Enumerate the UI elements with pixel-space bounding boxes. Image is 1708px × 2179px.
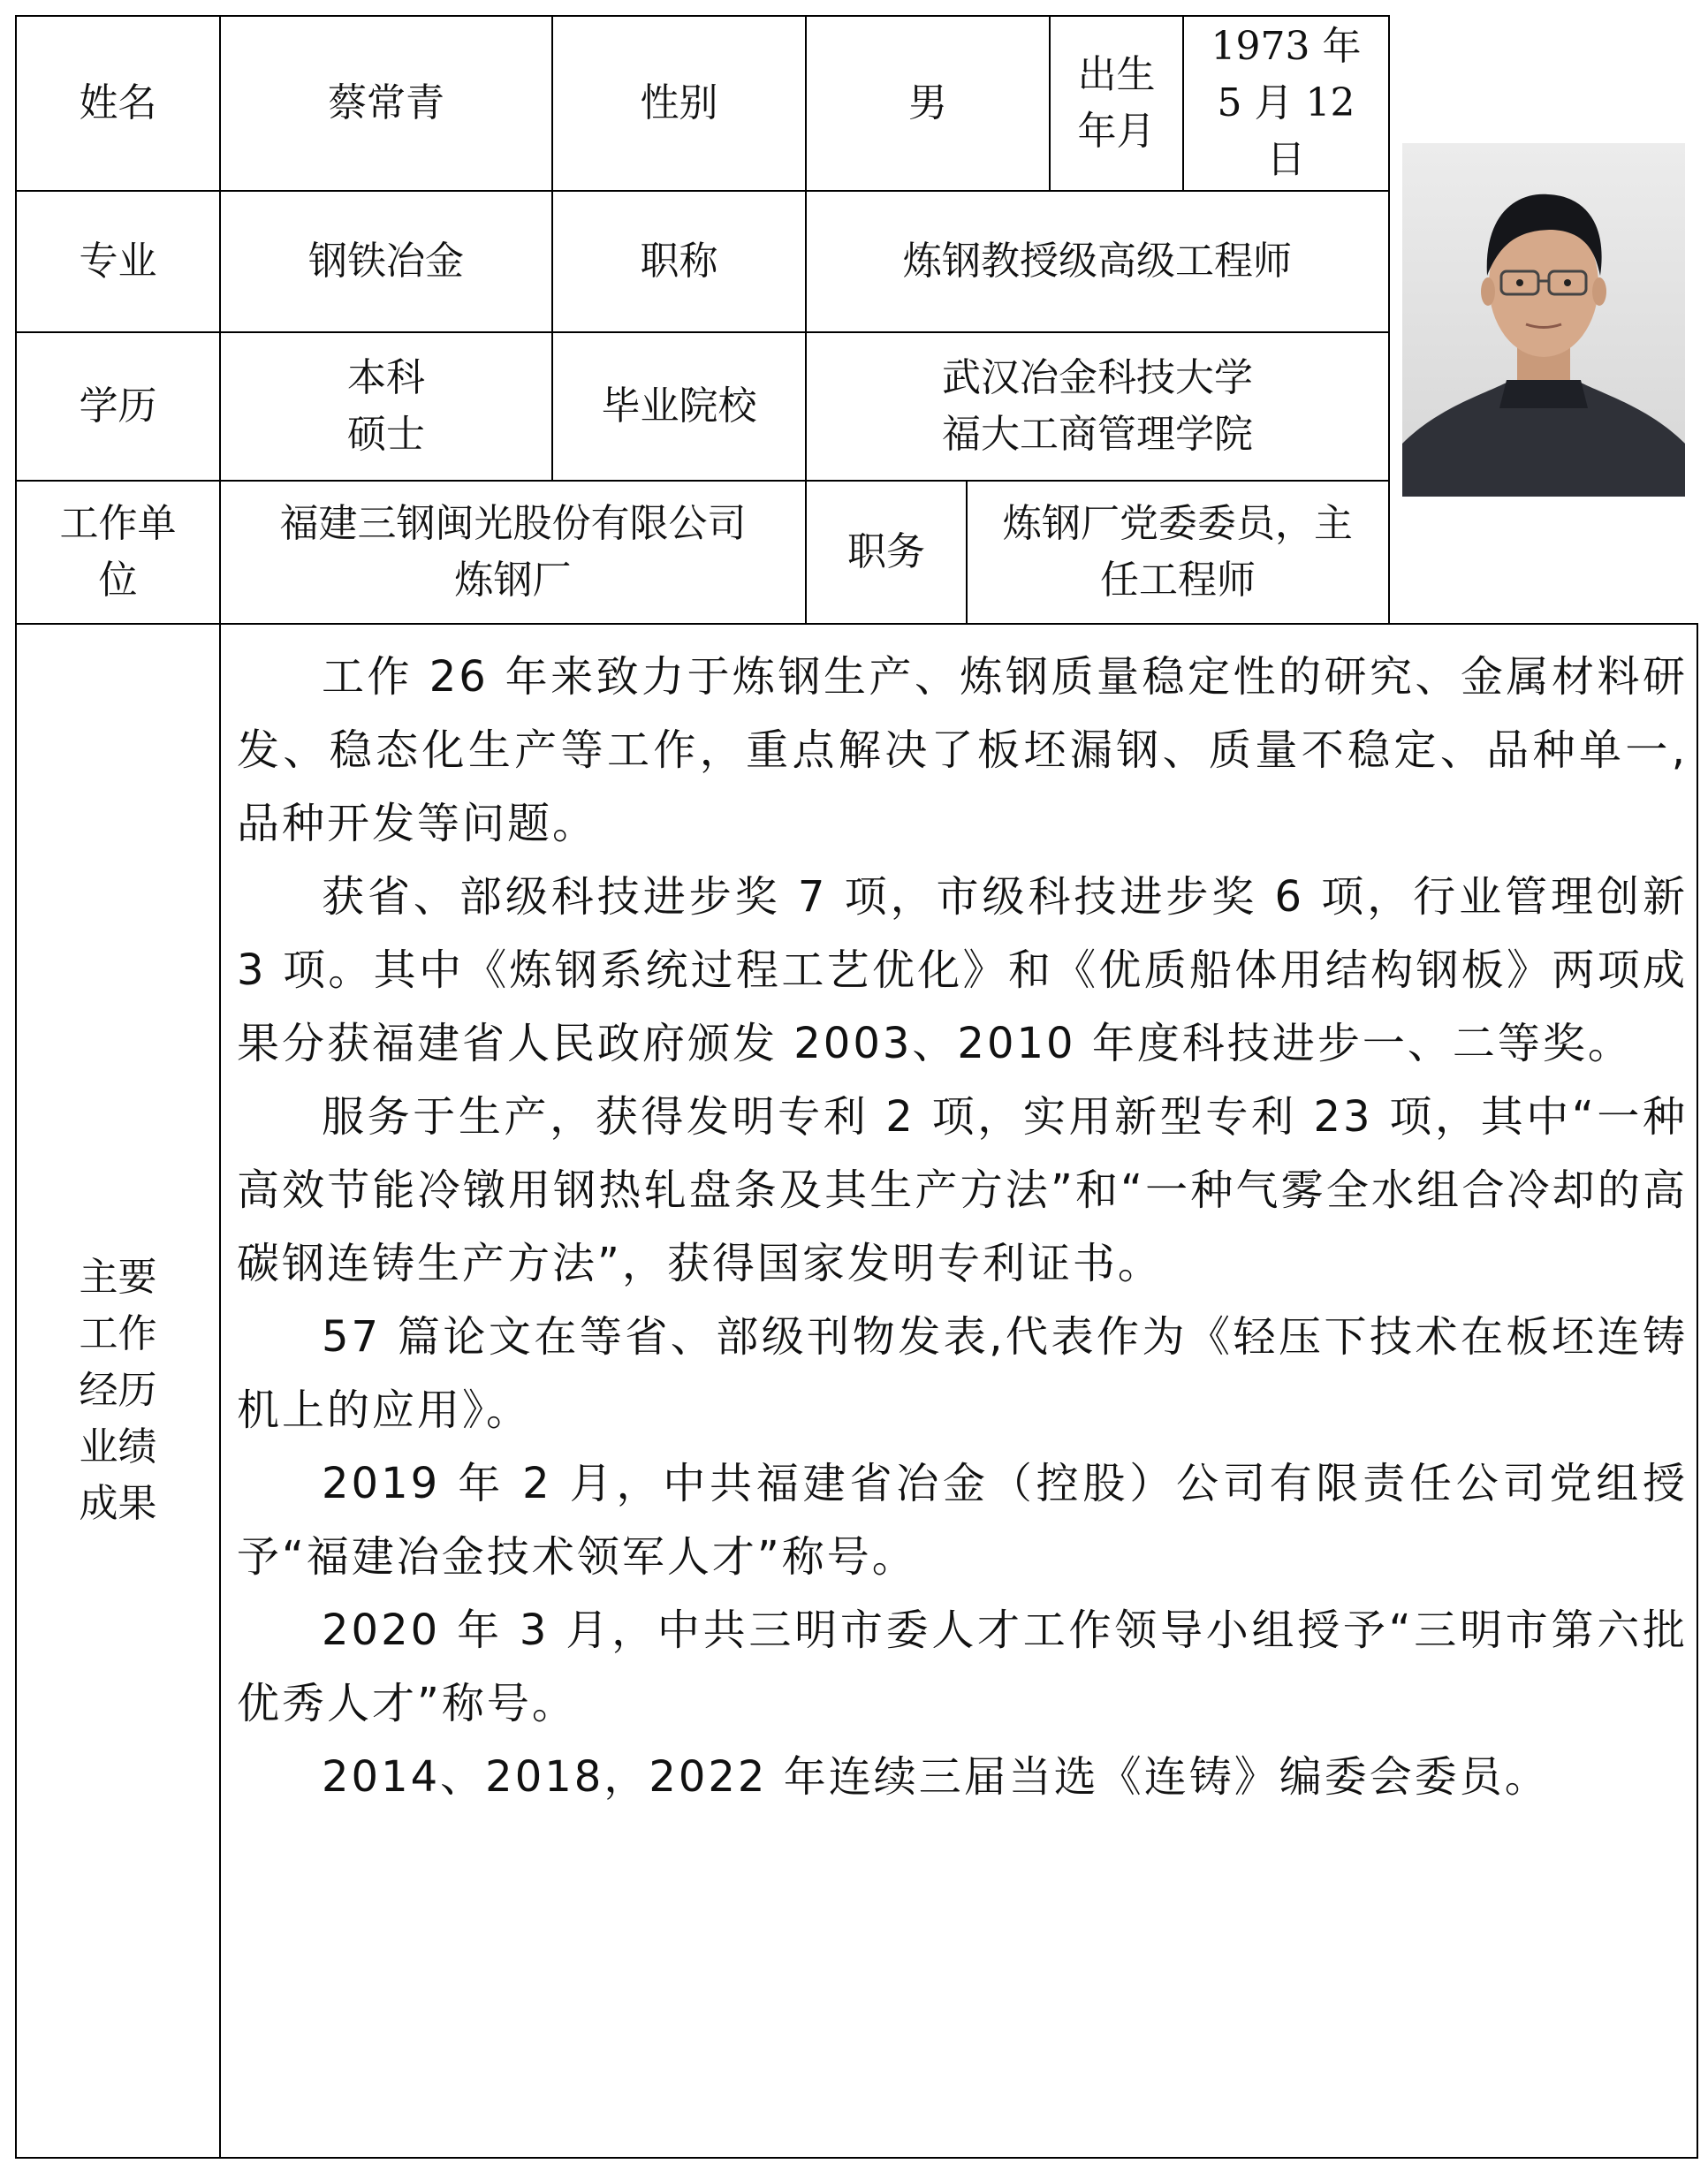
achievement-paragraph: 服务于生产，获得发明专利 2 项，实用新型专利 23 项，其中“一种高效节能冷镦用钢热轧盘条及其生产方法”和“一种气雾全水组合冷却的高碳钢连铸生产方法”，获得国家发明专利证书。	[237, 1092, 1688, 1288]
value-employer: 福建三钢闽光股份有限公司 炼钢厂	[220, 481, 806, 624]
portrait-photo	[1402, 143, 1685, 497]
achievement-paragraph: 2020 年 3 月，中共三明市委人才工作领导小组授予“三明市第六批优秀人才”称号。	[237, 1606, 1688, 1728]
resume-table	[15, 15, 1698, 2159]
resume-form	[15, 15, 1697, 2160]
label-employer: 工作单 位	[16, 481, 220, 624]
achievement-paragraph: 获省、部级科技进步奖 7 项，市级科技进步奖 6 项，行业管理创新 3 项。其中《炼钢系统过程工艺优化》和《优质船体用结构钢板》两项成果分获福建省人民政府颁发 2003、2010 年度科技进步一、二等奖。	[237, 872, 1688, 1068]
achievement-paragraph: 2014、2018，2022 年连续三届当选《连铸》编委会委员。	[322, 1752, 1550, 1802]
photo-cell	[1389, 16, 1697, 624]
value-name: 蔡常青	[220, 16, 552, 191]
value-gender: 男	[806, 16, 1050, 191]
label-name: 姓名	[16, 16, 220, 191]
value-major: 钢铁冶金	[220, 191, 552, 332]
value-birth: 1973 年 5 月 12 日	[1183, 16, 1389, 191]
label-school: 毕业院校	[552, 332, 806, 481]
achievements-content	[220, 624, 1697, 2158]
label-education: 学历	[16, 332, 220, 481]
label-position: 职务	[806, 481, 967, 624]
label-title: 职称	[552, 191, 806, 332]
label-birth: 出生 年月	[1050, 16, 1183, 191]
achievement-paragraph: 工作 26 年来致力于炼钢生产、炼钢质量稳定性的研究、金属材料研发、稳态化生产等工作，重点解决了板坯漏钢、质量不稳定、品种单一,品种开发等问题。	[237, 652, 1688, 848]
label-gender: 性别	[552, 16, 806, 191]
value-title: 炼钢教授级高级工程师	[806, 191, 1389, 332]
achievement-paragraph: 57 篇论文在等省、部级刊物发表,代表作为《轻压下技术在板坯连铸机上的应用》。	[237, 1312, 1688, 1435]
row-achievements	[16, 624, 1697, 2158]
label-achievements: 主要 工作 经历 业绩 成果	[16, 624, 220, 2158]
achievement-paragraph: 2019 年 2 月，中共福建省冶金（控股）公司有限责任公司党组授予“福建冶金技术领军人才”称号。	[237, 1459, 1688, 1582]
value-position: 炼钢厂党委委员，主 任工程师	[967, 481, 1389, 624]
value-school: 武汉冶金科技大学 福大工商管理学院	[806, 332, 1389, 481]
row-name	[16, 16, 1697, 191]
label-major: 专业	[16, 191, 220, 332]
value-education: 本科 硕士	[220, 332, 552, 481]
